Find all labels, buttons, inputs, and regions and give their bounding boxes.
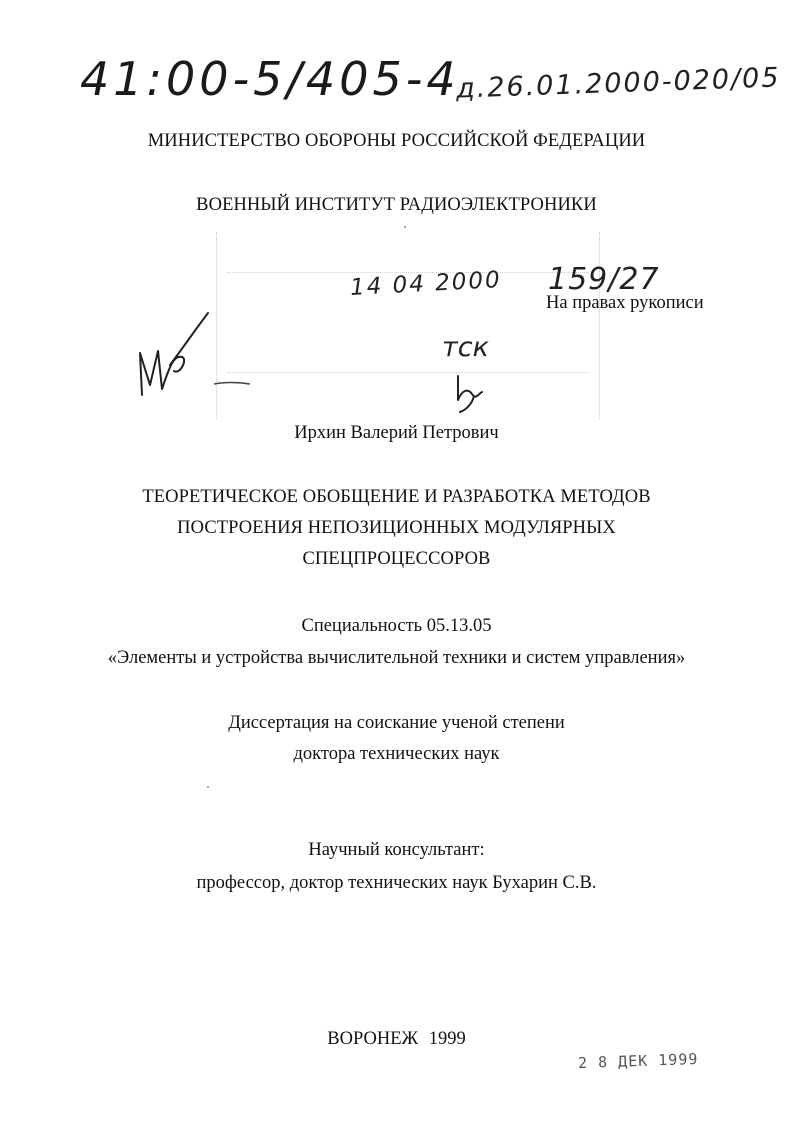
city-year: ВОРОНЕЖ 1999 (327, 1029, 466, 1049)
ministry-heading: МИНИСТЕРСТВО ОБОРОНЫ РОССИЙСКОЙ ФЕДЕРАЦИИ (147, 131, 646, 151)
handwritten-registry-date: д.26.01.2000-020/05 (455, 62, 782, 105)
consultant-label: Научный консультант: (308, 840, 485, 860)
scan-speck (207, 786, 209, 788)
manuscript-note: На правах рукописи (546, 293, 704, 313)
institute-heading: ВОЕННЫЙ ИНСТИТУТ РАДИОЭЛЕКТРОНИКИ (196, 195, 597, 215)
author-name: Ирхин Валерий Петрович (294, 423, 499, 443)
library-stamp-area (216, 232, 600, 420)
specialty-name: «Элементы и устройства вычислительной техники и систем управления» (107, 648, 686, 668)
handwritten-receipt-date: 14 04 2000 (349, 267, 503, 301)
handwritten-note: тск (442, 332, 489, 363)
margin-mark-icon (212, 378, 252, 390)
initials-scribble-icon (452, 370, 492, 414)
dissertation-title-line-2: ПОСТРОЕНИЯ НЕПОЗИЦИОННЫХ МОДУЛЯРНЫХ (177, 518, 616, 538)
consultant-name: профессор, доктор технических наук Бухарин С.В. (196, 873, 597, 893)
degree-line-2: доктора технических наук (293, 744, 500, 764)
handwritten-registry-code: 41:00-5/405-4 (80, 52, 460, 106)
degree-line-1: Диссертация на соискание ученой степени (228, 713, 565, 733)
dissertation-title-line-1: ТЕОРЕТИЧЕСКОЕ ОБОБЩЕНИЕ И РАЗРАБОТКА МЕТОДОВ (142, 487, 651, 507)
handwritten-receipt-number: 159/27 (548, 262, 660, 297)
received-date-stamp: 2 8 ДЕК 1999 (577, 1049, 699, 1073)
dissertation-title-line-3: СПЕЦПРОЦЕССОРОВ (302, 549, 491, 569)
specialty-code: Специальность 05.13.05 (301, 616, 492, 636)
signature-scribble-icon (130, 305, 220, 405)
scan-speck (404, 226, 406, 228)
